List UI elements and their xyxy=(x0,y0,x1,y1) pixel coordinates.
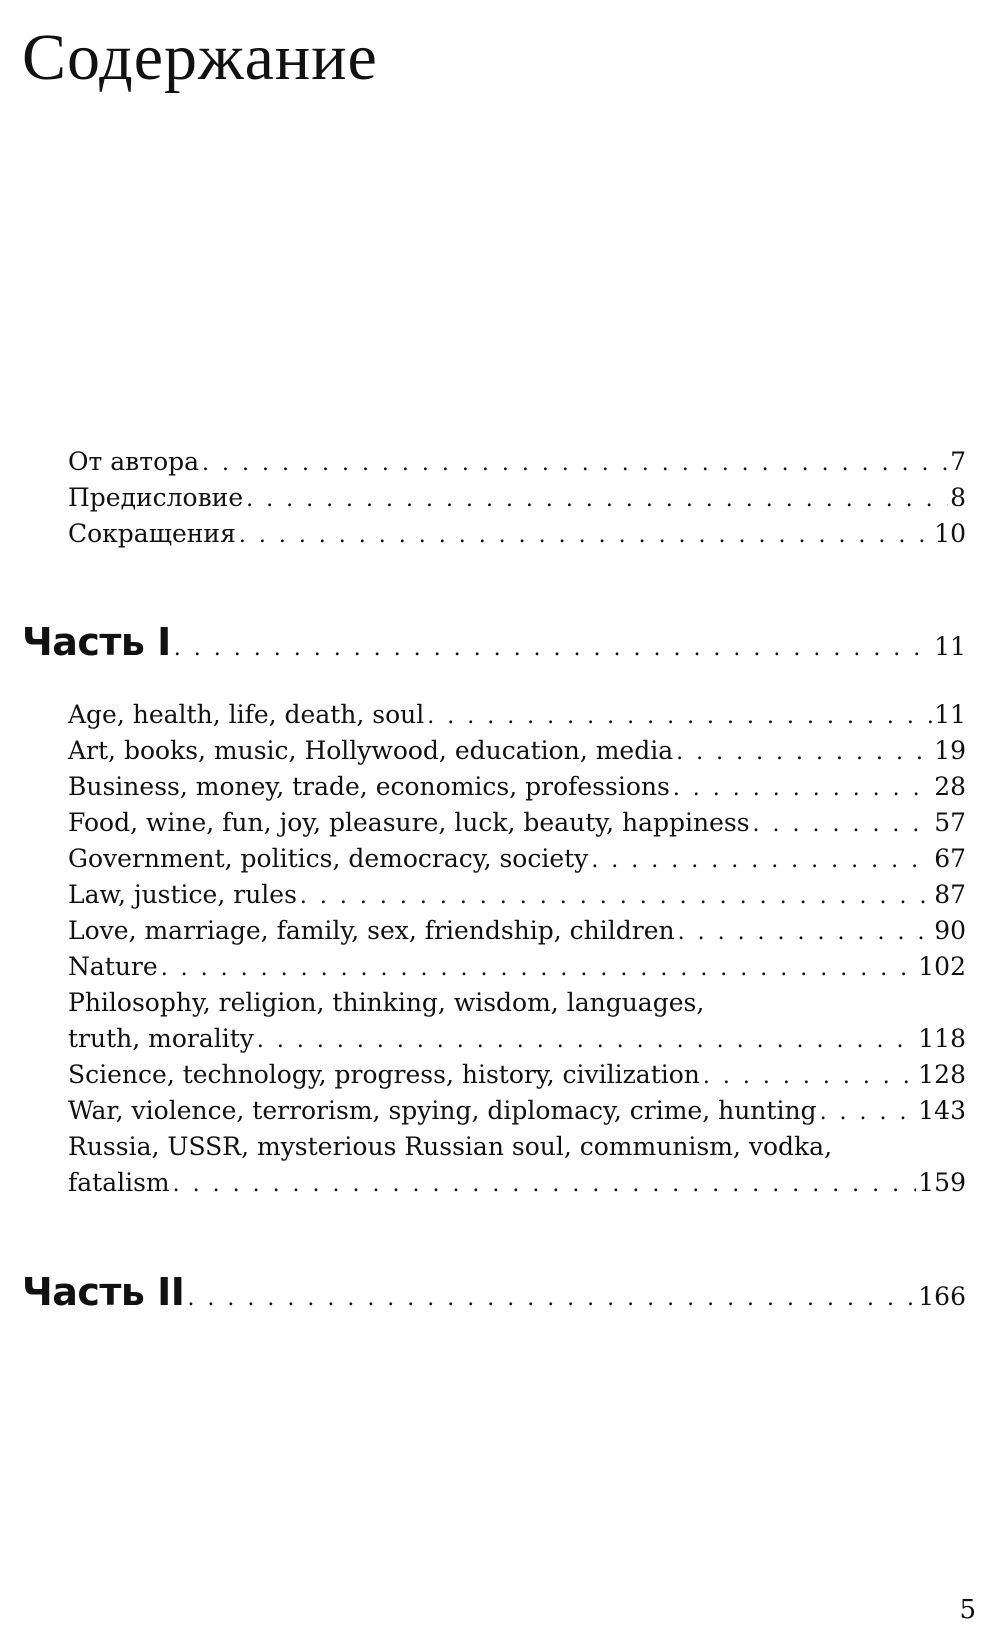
toc-entry-title: Food, wine, fun, joy, pleasure, luck, beauty, happiness xyxy=(68,808,750,837)
toc-entry-page: 19 xyxy=(934,736,966,765)
dot-leader xyxy=(753,807,933,843)
toc-entry[interactable] xyxy=(68,805,966,841)
toc-entry-page: 7 xyxy=(950,447,966,476)
dot-leader xyxy=(591,843,932,879)
toc-entry-page: 57 xyxy=(934,808,966,837)
toc-entry-title: Government, politics, democracy, society xyxy=(68,844,589,873)
dot-leader xyxy=(174,625,932,673)
toc-entry-page: 128 xyxy=(918,1060,966,1089)
toc-entry[interactable] xyxy=(68,877,966,913)
toc-entry-preface[interactable] xyxy=(68,480,966,516)
dot-leader xyxy=(239,518,932,554)
toc-entry-title: Law, justice, rules xyxy=(68,880,297,909)
page-title: Содержание xyxy=(22,21,378,94)
dot-leader xyxy=(173,1167,917,1203)
toc-entry[interactable] xyxy=(68,769,966,805)
toc-entry-title: Nature xyxy=(68,952,158,981)
dot-leader xyxy=(187,1275,916,1323)
toc-entry-page: 11 xyxy=(934,700,966,729)
toc-entry-title: Science, technology, progress, history, civilization xyxy=(68,1060,700,1089)
dot-leader xyxy=(427,699,932,735)
dot-leader xyxy=(673,771,932,807)
toc-entry-from-author[interactable] xyxy=(68,444,966,480)
part-page: 11 xyxy=(934,632,966,661)
toc-entry-abbreviations[interactable] xyxy=(68,516,966,552)
dot-leader xyxy=(257,1023,916,1059)
toc-entry-title: От автора xyxy=(68,447,200,476)
dot-leader xyxy=(246,482,948,518)
part-page: 166 xyxy=(918,1282,966,1311)
page-number: 5 xyxy=(959,1595,976,1625)
toc-entry-title: fatalism xyxy=(68,1168,170,1197)
toc-entry[interactable] xyxy=(68,949,966,985)
toc-entry-page: 143 xyxy=(918,1096,966,1125)
toc-entry[interactable] xyxy=(68,697,966,733)
dot-leader xyxy=(300,879,932,915)
toc-entry[interactable] xyxy=(68,1165,966,1201)
toc-entry-title-line1: Russia, USSR, mysterious Russian soul, communism, vodka, xyxy=(68,1132,833,1161)
toc-entry[interactable] xyxy=(68,733,966,769)
toc-entry-page: 87 xyxy=(934,880,966,909)
toc-entry-title: War, violence, terrorism, spying, diplomacy, crime, hunting xyxy=(68,1096,817,1125)
toc-entry-title: Love, marriage, family, sex, friendship, children xyxy=(68,916,675,945)
dot-leader xyxy=(202,446,948,482)
toc-part-2[interactable] xyxy=(22,1268,966,1316)
dot-leader xyxy=(703,1059,916,1095)
toc-entry-title-line1: Philosophy, religion, thinking, wisdom, languages, xyxy=(68,988,705,1017)
toc-entry-page: 90 xyxy=(934,916,966,945)
toc-entry-title: Age, health, life, death, soul xyxy=(68,700,425,729)
toc-entry[interactable] xyxy=(68,1021,966,1057)
toc-entry-page: 28 xyxy=(934,772,966,801)
dot-leader xyxy=(820,1095,917,1131)
dot-leader xyxy=(678,915,933,951)
toc-entry-page: 10 xyxy=(934,519,966,548)
toc-entry-page: 159 xyxy=(918,1168,966,1197)
toc-entry-page: 67 xyxy=(934,844,966,873)
toc-entry-title: Business, money, trade, economics, professions xyxy=(68,772,670,801)
toc-entry-title: truth, morality xyxy=(68,1024,254,1053)
toc-entry-title: Предисловие xyxy=(68,483,244,512)
toc-entry-title: Art, books, music, Hollywood, education, media xyxy=(68,736,674,765)
part-title: Часть II xyxy=(22,1270,185,1314)
toc-entry[interactable] xyxy=(68,913,966,949)
toc-entry-page: 8 xyxy=(950,483,966,512)
toc-entry[interactable] xyxy=(68,1057,966,1093)
toc-entry-page: 118 xyxy=(918,1024,966,1053)
toc-entry-title: Сокращения xyxy=(68,519,236,548)
dot-leader xyxy=(676,735,932,771)
toc-part-1[interactable] xyxy=(22,618,966,666)
toc-entry[interactable] xyxy=(68,1093,966,1129)
dot-leader xyxy=(161,951,917,987)
toc-entry[interactable] xyxy=(68,841,966,877)
toc-entry-page: 102 xyxy=(918,952,966,981)
part-title: Часть I xyxy=(22,620,171,664)
